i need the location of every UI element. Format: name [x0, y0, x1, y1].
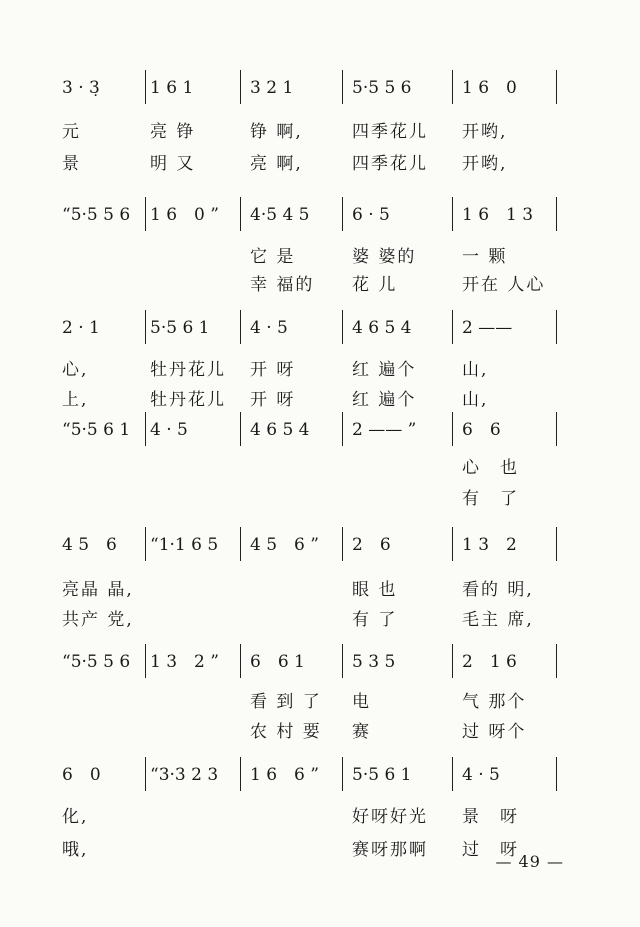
bar-line: [556, 310, 557, 344]
bar-line: [556, 757, 557, 791]
lyric-text: 共产 党,: [62, 610, 134, 630]
notation-measure: 6 0: [62, 765, 101, 785]
bar-line: [342, 197, 343, 231]
notation-measure: “5·5 5 6: [62, 205, 131, 225]
lyric-text: 气 那个: [462, 692, 527, 712]
lyric-text: 牡丹花儿: [150, 390, 226, 410]
notation-measure: 2 · 1: [62, 318, 100, 338]
notation-measure: 5·5 5 6: [352, 78, 412, 98]
bar-line: [342, 757, 343, 791]
notation-measure: 1 6 6 ”: [250, 765, 319, 785]
bar-line: [452, 644, 453, 678]
bar-line: [240, 644, 241, 678]
notation-measure: 1 6 0: [462, 78, 517, 98]
lyric-text: 牡丹花儿: [150, 360, 226, 380]
notation-measure: “3·3 2 3: [150, 765, 219, 785]
bar-line: [556, 70, 557, 104]
lyric-text: 眼 也: [352, 580, 398, 600]
notation-measure: 3 2 1: [250, 78, 294, 98]
bar-line: [452, 310, 453, 344]
lyric-text: 红 遍个: [352, 390, 417, 410]
lyric-text: 有 了: [462, 489, 519, 509]
notation-measure: 2 ——: [462, 318, 513, 338]
notation-measure: 2 1 6: [462, 652, 517, 672]
bar-line: [240, 197, 241, 231]
lyric-text: 过 呀: [462, 840, 519, 860]
notation-measure: 4 5 6: [62, 535, 117, 555]
lyric-text: 亮晶 晶,: [62, 580, 134, 600]
notation-measure: 4 · 5: [462, 765, 500, 785]
page-number: — 49 —: [495, 852, 564, 871]
notation-measure: 6 · 5: [352, 205, 390, 225]
lyric-text: 红 遍个: [352, 360, 417, 380]
notation-measure: 1 3 2: [462, 535, 517, 555]
lyric-text: 景: [62, 154, 81, 174]
bar-line: [342, 412, 343, 446]
bar-line: [556, 527, 557, 561]
lyric-text: 开哟,: [462, 154, 508, 174]
bar-line: [452, 527, 453, 561]
bar-line: [342, 644, 343, 678]
lyric-text: 赛: [352, 722, 371, 742]
notation-measure: 4 5 6 ”: [250, 535, 319, 555]
notation-measure: 5 3 5: [352, 652, 396, 672]
lyric-text: 元: [62, 122, 81, 142]
bar-line: [556, 412, 557, 446]
bar-line: [342, 527, 343, 561]
notation-measure: 6 6 1: [250, 652, 305, 672]
bar-line: [145, 644, 146, 678]
bar-line: [240, 310, 241, 344]
lyric-text: 景 呀: [462, 807, 519, 827]
lyric-text: 开 呀: [250, 390, 296, 410]
bar-line: [452, 70, 453, 104]
notation-measure: “5·5 5 6: [62, 652, 131, 672]
lyric-text: 婆 婆的: [352, 247, 417, 267]
bar-line: [452, 197, 453, 231]
lyric-text: 赛呀那啊: [352, 840, 428, 860]
lyric-text: 毛主 席,: [462, 610, 534, 630]
lyric-text: 化,: [62, 807, 89, 827]
lyric-text: 一 颗: [462, 247, 508, 267]
lyric-text: 幸 福的: [250, 275, 315, 295]
lyric-text: 电: [352, 692, 371, 712]
notation-measure: 3 · 3̣: [62, 78, 100, 98]
lyric-text: 四季花儿: [352, 122, 428, 142]
lyric-text: 它 是: [250, 247, 296, 267]
notation-measure: 4 · 5: [250, 318, 288, 338]
notation-measure: 2 —— ”: [352, 420, 417, 440]
notation-measure: 4 6 5 4: [352, 318, 412, 338]
bar-line: [452, 412, 453, 446]
lyric-text: 明 又: [150, 154, 196, 174]
notation-measure: 1 3 2 ”: [150, 652, 219, 672]
bar-line: [145, 310, 146, 344]
notation-measure: 4 · 5: [150, 420, 188, 440]
lyric-text: 亮 啊,: [250, 154, 303, 174]
lyric-text: 亮 铮: [150, 122, 196, 142]
lyric-text: 四季花儿: [352, 154, 428, 174]
notation-measure: 2 6: [352, 535, 391, 555]
bar-line: [145, 527, 146, 561]
lyric-text: 过 呀个: [462, 722, 527, 742]
bar-line: [240, 527, 241, 561]
lyric-text: 山,: [462, 360, 489, 380]
lyric-text: 看的 明,: [462, 580, 534, 600]
bar-line: [342, 310, 343, 344]
lyric-text: 铮 啊,: [250, 122, 303, 142]
bar-line: [240, 70, 241, 104]
lyric-text: 农 村 要: [250, 722, 322, 742]
lyric-text: 好呀好光: [352, 807, 428, 827]
notation-measure: 1 6 0 ”: [150, 205, 219, 225]
lyric-text: 开在 人心: [462, 275, 546, 295]
lyric-text: 心 也: [462, 458, 519, 478]
notation-measure: 1 6 1 3: [462, 205, 534, 225]
notation-measure: 5·5 6 1: [150, 318, 210, 338]
bar-line: [240, 757, 241, 791]
bar-line: [556, 197, 557, 231]
notation-measure: 4 6 5 4: [250, 420, 310, 440]
lyric-text: 花 儿: [352, 275, 398, 295]
bar-line: [240, 412, 241, 446]
bar-line: [145, 412, 146, 446]
notation-measure: “1·1 6 5: [150, 535, 219, 555]
bar-line: [342, 70, 343, 104]
bar-line: [145, 757, 146, 791]
notation-measure: “5·5 6 1: [62, 420, 131, 440]
lyric-text: 有 了: [352, 610, 398, 630]
bar-line: [452, 757, 453, 791]
notation-measure: 4·5 4 5: [250, 205, 310, 225]
lyric-text: 开 呀: [250, 360, 296, 380]
lyric-text: 开哟,: [462, 122, 508, 142]
lyric-text: 山,: [462, 390, 489, 410]
lyric-text: 看 到 了: [250, 692, 322, 712]
bar-line: [145, 197, 146, 231]
notation-measure: 1 6 1: [150, 78, 194, 98]
lyric-text: 心,: [62, 360, 89, 380]
bar-line: [145, 70, 146, 104]
bar-line: [556, 644, 557, 678]
notation-measure: 6 6: [462, 420, 501, 440]
lyric-text: 哦,: [62, 840, 89, 860]
lyric-text: 上,: [62, 390, 89, 410]
notation-measure: 5·5 6 1: [352, 765, 412, 785]
